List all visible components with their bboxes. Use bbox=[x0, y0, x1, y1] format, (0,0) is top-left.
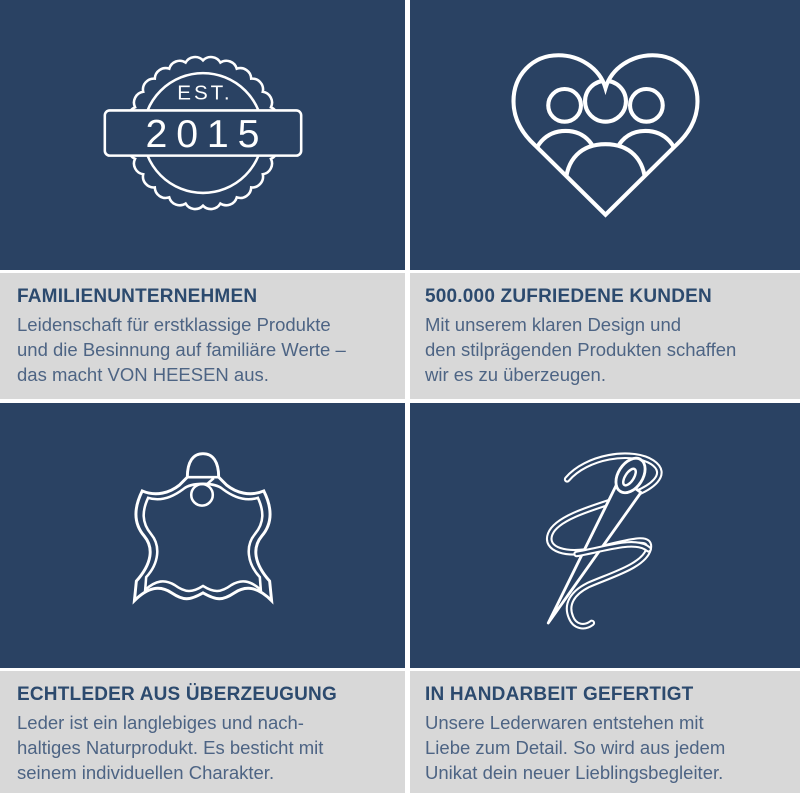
card-family-body-line: das macht VON HEESEN aus. bbox=[17, 364, 269, 385]
hide-hole bbox=[191, 484, 213, 506]
card-leather-body-line: haltiges Naturprodukt. Es besticht mit bbox=[17, 737, 324, 758]
person-center-body bbox=[565, 144, 645, 223]
card-handmade-text bbox=[410, 671, 800, 793]
heart-family-icon bbox=[503, 43, 708, 227]
card-family-heading: FAMILIENUNTERNEHMEN bbox=[17, 286, 258, 307]
panel-customers bbox=[410, 0, 800, 270]
card-leather-body-line: Leder ist ein langlebiges und nach- bbox=[17, 712, 304, 733]
panel-family bbox=[0, 0, 405, 270]
needle-thread-icon bbox=[510, 432, 700, 640]
leather-hide-icon bbox=[105, 438, 301, 634]
card-handmade-body-line: Liebe zum Detail. So wird aus jedem bbox=[425, 737, 726, 758]
card-handmade-body-line: Unsere Lederwaren entstehen mit bbox=[425, 712, 704, 733]
card-family-body-line: und die Besinnung auf familiäre Werte – bbox=[17, 339, 346, 360]
card-family-body-line: Leidenschaft für erstklassige Produkte bbox=[17, 314, 331, 335]
card-handmade-heading: IN HANDARBEIT GEFERTIGT bbox=[425, 684, 694, 705]
card-family-text bbox=[0, 273, 405, 399]
card-customers-heading: 500.000 ZUFRIEDENE KUNDEN bbox=[425, 286, 712, 307]
hide-inner-outline bbox=[143, 483, 262, 590]
card-leather-body-line: seinem individuellen Charakter. bbox=[17, 762, 275, 783]
card-leather-heading: ECHTLEDER AUS ÜBERZEUGUNG bbox=[17, 684, 337, 705]
card-handmade-body-line: Unikat dein neuer Lieblingsbegleiter. bbox=[425, 762, 724, 783]
badge-est-text: EST. bbox=[176, 81, 233, 105]
card-customers-body-line: Mit unserem klaren Design und bbox=[425, 314, 682, 335]
person-right-head bbox=[630, 89, 663, 122]
panel-handmade bbox=[410, 403, 800, 668]
person-left-head bbox=[548, 89, 581, 122]
card-customers-text bbox=[410, 273, 800, 399]
card-customers-body-line: den stilprägenden Produkten schaffen bbox=[425, 339, 737, 360]
badge-year-text: 2015 bbox=[145, 111, 268, 156]
card-customers-body-line: wir es zu überzeugen. bbox=[425, 364, 606, 385]
hide-outer-outline bbox=[134, 453, 271, 600]
card-leather-text bbox=[0, 671, 405, 793]
badge-est-2015-icon bbox=[95, 36, 311, 234]
panel-leather bbox=[0, 403, 405, 668]
